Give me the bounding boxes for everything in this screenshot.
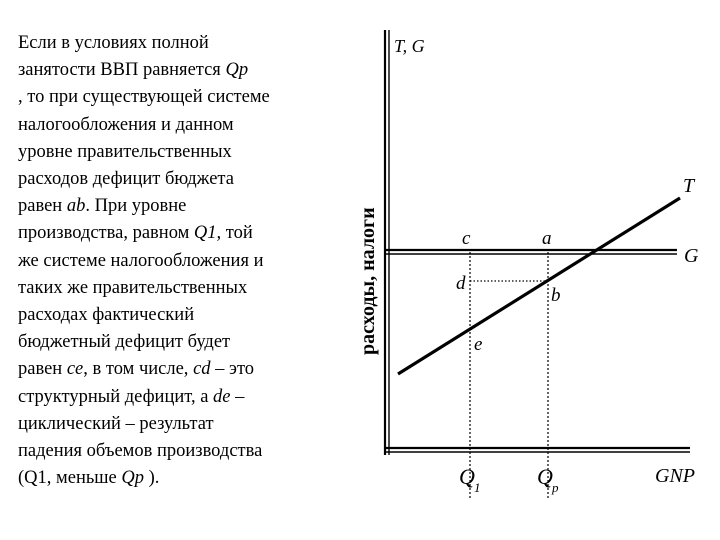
- tick-qp-label: [537, 464, 559, 495]
- text-segment: расходах фактический: [18, 305, 195, 326]
- text-segment: – это: [210, 359, 255, 380]
- point-c-label: c: [462, 228, 471, 249]
- y-axis-side-label: расходы, налоги: [357, 207, 379, 355]
- tick-q1-label: [459, 464, 481, 495]
- text-segment: . При уровне: [85, 196, 187, 217]
- text-segment: уровне правительственных: [18, 141, 232, 162]
- svg-text:Q: Q: [459, 464, 475, 489]
- italic-term: Q1,: [193, 223, 222, 244]
- text-segment: равен: [18, 359, 67, 380]
- text-segment: занятости ВВП равняется: [18, 60, 226, 81]
- x-axis-label: GNP: [655, 465, 695, 487]
- italic-term: cd: [193, 359, 211, 380]
- y-axis-top-label: T, G: [394, 36, 425, 56]
- text-segment: циклический – результат: [18, 413, 214, 434]
- text-segment: (Q1, меньше: [18, 468, 122, 489]
- italic-term: Qp: [121, 468, 144, 489]
- text-segment: расходов дефицит бюджета: [18, 169, 234, 190]
- italic-term: de: [213, 386, 231, 407]
- text-segment: производства, равном: [18, 223, 194, 244]
- point-e-label: e: [474, 334, 483, 355]
- text-segment: таких же правительственных: [18, 277, 248, 298]
- text-segment: , то при существующей системе: [18, 87, 270, 108]
- g-line-label: G: [684, 245, 699, 267]
- point-a-label: a: [542, 228, 552, 249]
- svg-text:Q: Q: [537, 464, 553, 489]
- svg-text:1: 1: [474, 480, 481, 495]
- text-segment: –: [230, 386, 245, 407]
- text-segment: той: [221, 223, 253, 244]
- text-segment: падения объемов производства: [18, 441, 263, 462]
- point-b-label: b: [551, 285, 561, 306]
- text-segment: , в том числе,: [83, 359, 194, 380]
- text-segment: бюджетный дефицит будет: [18, 332, 231, 353]
- italic-term: Qp: [225, 60, 249, 81]
- italic-term: ce: [66, 359, 84, 380]
- text-segment: же системе налогообложения и: [18, 250, 264, 271]
- text-segment: налогообложения и данном: [18, 114, 234, 135]
- point-d-label: d: [456, 273, 466, 294]
- text-segment: ).: [143, 468, 160, 489]
- t-line: [398, 198, 680, 374]
- text-segment: равен: [18, 196, 67, 217]
- text-segment: Если в условиях полной: [18, 33, 209, 53]
- italic-term: ab: [66, 196, 86, 217]
- t-line-label: T: [683, 175, 695, 197]
- text-segment: структурный дефицит, а: [18, 386, 214, 407]
- svg-text:p: p: [552, 480, 559, 495]
